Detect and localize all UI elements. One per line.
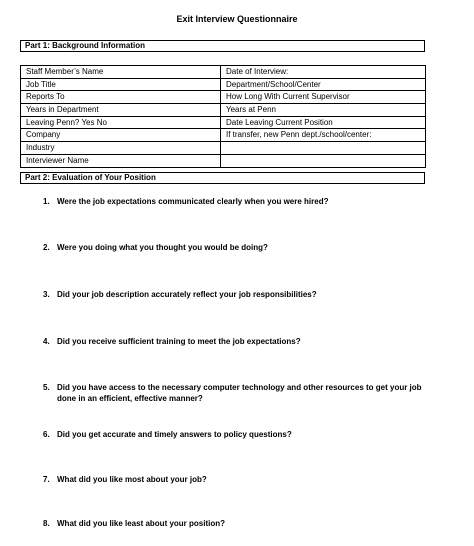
question-number: 6. [43,430,50,439]
empty-cell[interactable] [221,154,426,167]
part2-heading: Part 2: Evaluation of Your Position [20,172,425,184]
table-row [21,104,426,117]
question-3 [43,289,423,300]
question-text: Did you receive sufficient training to meet the job expectations? [57,337,301,346]
question-7 [43,474,423,485]
question-number: 2. [43,243,50,252]
years-at-penn-field[interactable]: Years at Penn [221,104,426,117]
question-text: Were you doing what you thought you would be doing? [57,243,268,252]
question-text: Did you have access to the necessary computer technology and other resources to get your job done in an efficient, effective manner? [57,383,422,403]
table-row [21,142,426,155]
table-row [21,78,426,91]
transfer-dept-continued-cell[interactable] [221,142,426,155]
company-field[interactable]: Company [21,129,221,142]
date-of-interview-field[interactable]: Date of Interview: [221,66,426,79]
interviewer-name-field[interactable]: Interviewer Name [21,154,221,167]
industry-field[interactable]: Industry [21,142,221,155]
question-5 [43,382,423,404]
job-title-field[interactable]: Job Title [21,78,221,91]
supervisor-tenure-field[interactable]: How Long With Current Supervisor [221,91,426,104]
department-field[interactable]: Department/School/Center [221,78,426,91]
leaving-penn-field[interactable]: Leaving Penn? Yes No [21,116,221,129]
date-leaving-field[interactable]: Date Leaving Current Position [221,116,426,129]
table-row [21,154,426,167]
document-title: Exit Interview Questionnaire [176,14,298,24]
question-number: 7. [43,475,50,484]
question-number: 4. [43,337,50,346]
staff-name-field[interactable]: Staff Member’s Name [21,66,221,79]
question-text: Did your job description accurately reflect your job responsibilities? [57,290,317,299]
question-text: What did you like most about your job? [57,475,207,484]
question-number: 1. [43,197,50,206]
question-text: Did you get accurate and timely answers to policy questions? [57,430,292,439]
transfer-dept-field[interactable]: If transfer, new Penn dept./school/center: [221,129,426,142]
reports-to-field[interactable]: Reports To [21,91,221,104]
background-info-table [20,65,426,168]
table-row [21,91,426,104]
years-in-department-field[interactable]: Years in Department [21,104,221,117]
question-number: 3. [43,290,50,299]
table-row [21,66,426,79]
table-row [21,129,426,142]
question-2 [43,242,423,253]
question-text: Were the job expectations communicated clearly when you were hired? [57,197,329,206]
table-row [21,116,426,129]
part1-heading: Part 1: Background Information [20,40,425,52]
question-text: What did you like least about your position? [57,519,226,528]
question-number: 8. [43,519,50,528]
question-6 [43,429,423,440]
question-1 [43,196,423,207]
question-number: 5. [43,383,50,392]
question-8 [43,518,423,529]
question-4 [43,336,423,347]
